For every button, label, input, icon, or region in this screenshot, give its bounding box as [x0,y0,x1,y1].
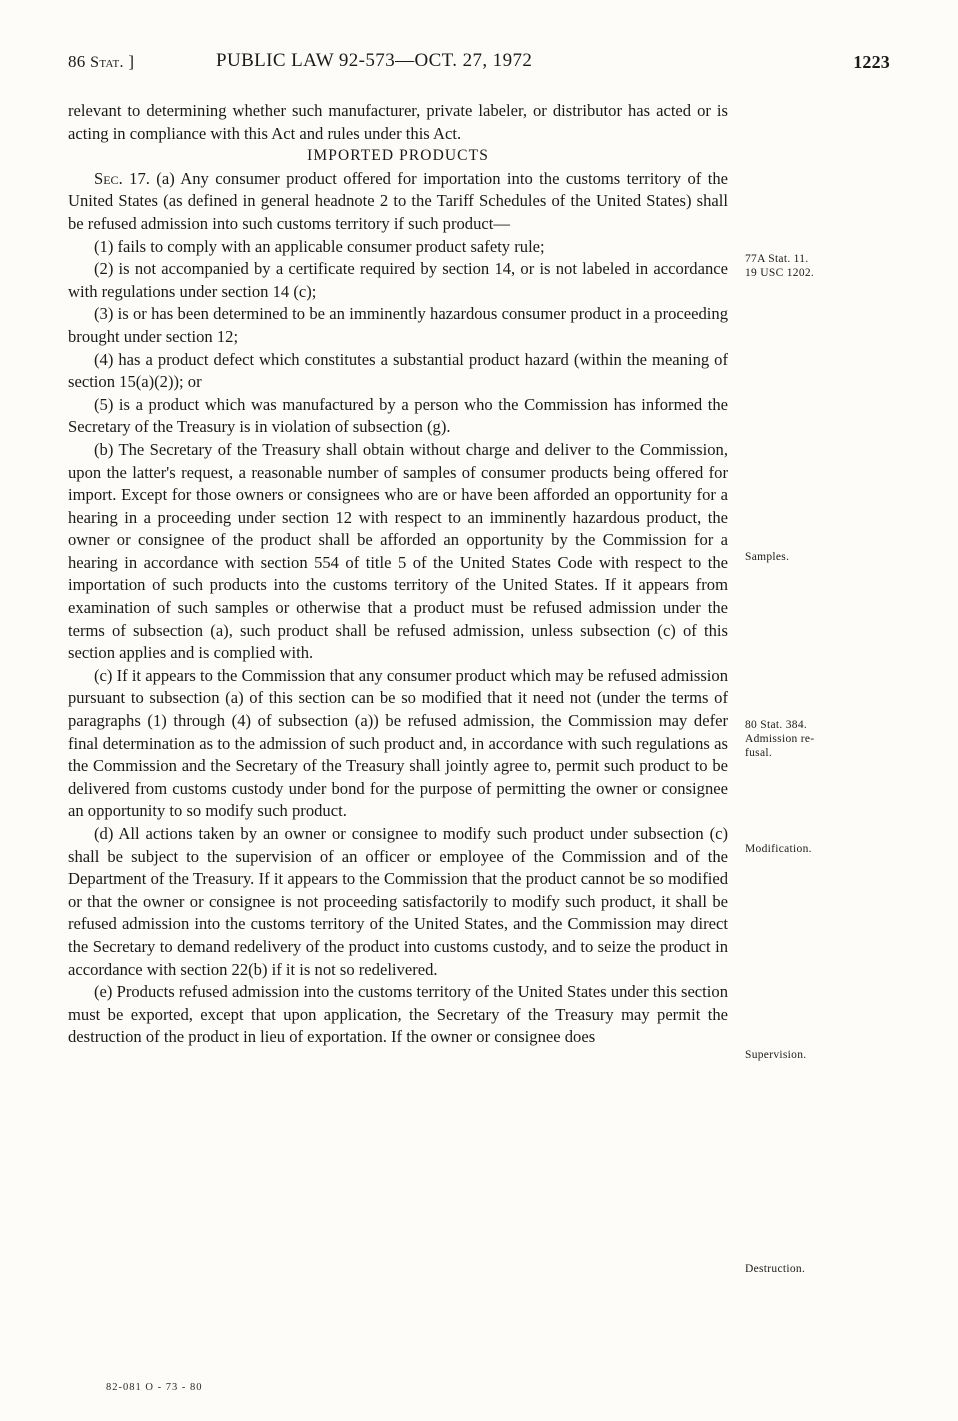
margin-note-modification [745,842,900,856]
paragraph-sec17a: Sec. 17. (a) Any consumer product offered for importation into the customs territory of the United States (as defined in general headnote 2 to the Tariff Schedules of the United States) shall be refused admission into such customs territory if such product— [68,168,728,233]
margin-note-line: 19 USC 1202. [745,267,815,279]
margin-note-line: Supervision. [745,1049,807,1061]
paragraph-d: (d) All actions taken by an owner or consignee to modify such product under subsection (c) shall be subject to the supervision of an officer or employee of the Commission and of the Department of the Treasury. If it appears to the Commission that the product cannot be so modified or that the owner or consignee is not proceeding satisfactorily to modify such product, it shall be refused admission into the customs territory of the United States, and the Commission may direct the Secretary to demand redelivery of the product into customs custody, and to seize the product in accordance with section 22(b) if it is not so redelivered. [68,824,728,979]
running-head-volume: 86 Stat. ] [68,52,135,71]
margin-note-line: 80 Stat. 384. [745,719,808,731]
margin-note-samples [745,550,900,564]
margin-note-supervision [745,1048,900,1062]
paragraph-a5: (5) is a product which was manufactured by a person who the Commission has informed the Secretary of the Treasury is in violation of subsection (g). [68,394,728,437]
running-head-title: PUBLIC LAW 92-573—OCT. 27, 1972 [216,50,533,71]
margin-note-line: Admission re- [745,733,815,745]
paragraph-b: (b) The Secretary of the Treasury shall obtain without charge and deliver to the Commission, upon the latter's request, a reasonable number of samples of consumer products being offered for import. Except for those owners or consignees who are or have been afforded an opportunity for a hearing in a proceeding under section 12 with respect to an imminently hazardous product, the owner or consignee of the product shall be afforded an opportunity by the Commission for a hearing in accordance with section 554 of title 5 of the United States Code with respect to the importation of such products into the customs territory of the United States. If it appears from examination of such samples or otherwise that a product must be refused admission under the terms of subsection (a), such product shall be refused admission, unless subsection (c) of this section applies and is complied with. [68,439,728,663]
margin-note-stat-citation [745,252,900,280]
running-head [68,52,890,82]
margin-note-line: fusal. [745,747,773,759]
paragraph-a4: (4) has a product defect which constitutes a substantial product hazard (within the meaning of section 15(a)(2)); or [68,349,728,392]
paragraph-a2: (2) is not accompanied by a certificate required by section 14, or is not labeled in accordance with regulations under section 14 (c); [68,259,728,301]
margin-note-destruction [745,1262,900,1276]
margin-note-line: Destruction. [745,1263,806,1275]
paragraph-intro: relevant to determining whether such manufacturer, private labeler, or distributor has acted or is acting in compliance with this Act and rules under this Act. [68,101,728,143]
margin-note-line: Samples. [745,551,790,563]
paragraph-a3: (3) is or has been determined to be an imminently hazardous consumer product in a proceeding brought under section 12; [68,304,728,346]
body-text-column [68,100,728,1049]
page-number: 1223 [853,52,890,72]
margin-note-admission-refusal [745,718,900,760]
paragraph-c: (c) If it appears to the Commission that any consumer product which may be refused admission pursuant to subsection (a) of this section can be so modified that it need not (under the terms of paragraphs (1) through (4) of subsection (a)) be refused admission, the Commission may defer final determination as to the admission of such product and, in accordance with such regulations as the Commission and the Secretary of the Treasury shall jointly agree to, permit such product to be delivered from customs custody under bond for the purpose of permitting the owner or consignee an opportunity to so modify such product. [68,665,728,821]
footer-imprint: 82-081 O - 73 - 80 [106,1382,203,1393]
margin-note-line: 77A Stat. 11. [745,253,809,265]
paragraph-e: (e) Products refused admission into the customs territory of the United States under this section must be exported, except that upon application, the Secretary of the Treasury may permit the destruction of the product in lieu of exportation. If the owner or consignee does [68,982,728,1047]
paragraph-a1: (1) fails to comply with an applicable consumer product safety rule; [94,236,545,256]
margin-note-line: Modification. [745,843,812,855]
section-heading-imported-products: IMPORTED PRODUCTS [307,147,489,165]
